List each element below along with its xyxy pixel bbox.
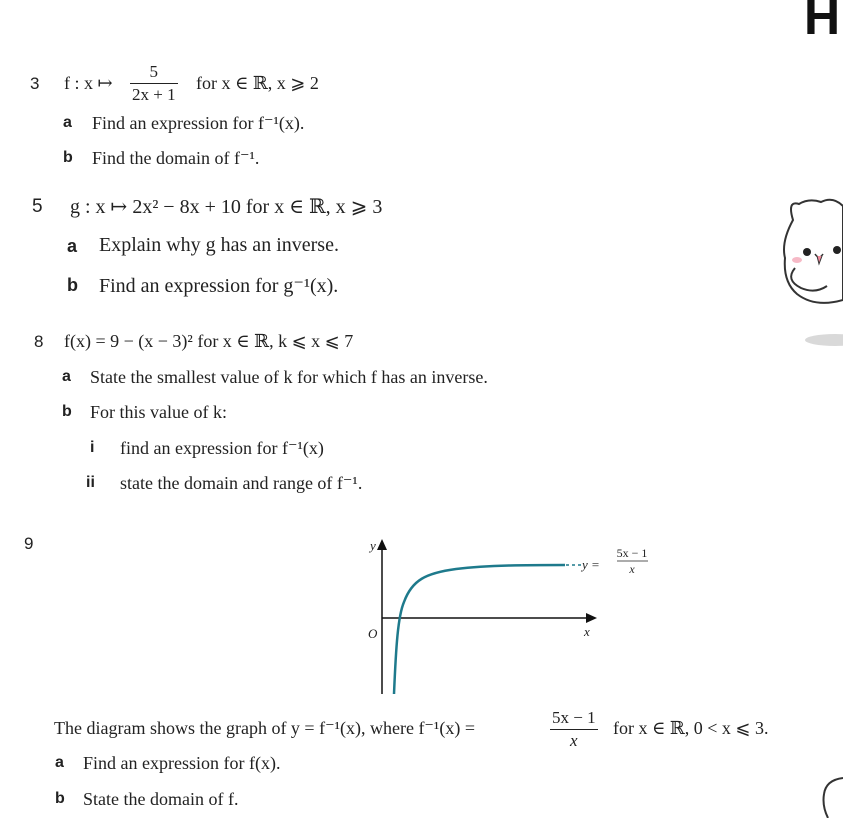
q8a-text: State the smallest value of k for which f has an inverse. [90,367,488,387]
q8bii-text: state the domain and range of f⁻¹. [120,473,363,493]
q8a-label: a [62,368,71,385]
q9a-text: Find an expression for f(x). [83,753,281,773]
q3-fraction-denominator: 2x + 1 [132,85,176,104]
q3-fraction-numerator: 5 [149,62,159,81]
q9-number: 9 [24,534,34,553]
q8-number: 8 [34,332,44,351]
q8-stem: f(x) = 9 − (x − 3)² for x ∈ ℝ, k ⩽ x ⩽ 7 [64,331,354,351]
graph-y-label: y [370,538,376,553]
q5a-label: a [67,236,78,256]
q8b-label: b [62,403,72,420]
q5-stem: g : x ↦ 2x² − 8x + 10 for x ∈ ℝ, x ⩾ 3 [70,196,383,218]
q8bii-label: ii [86,474,95,491]
q5b-label: b [67,275,78,295]
q9-fraction-denominator: x [570,731,578,750]
q9b-text: State the domain of f. [83,789,239,809]
q5b-text: Find an expression for g⁻¹(x). [99,275,339,297]
q3-fraction [130,62,178,105]
q3b-label: b [63,149,73,166]
graph-curve [394,565,565,694]
q9a-label: a [55,754,64,771]
q3-number: 3 [30,74,40,93]
q3-stem-suffix: for x ∈ ℝ, x ⩾ 2 [196,73,319,93]
graph-y-arrow-icon [377,539,387,550]
q5-number: 5 [32,196,43,217]
cat-mascot-icon [775,190,843,350]
q9-fraction [550,708,598,751]
q8bi-label: i [90,439,95,456]
mascot-ear-fragment-icon [816,774,843,818]
q3a-text: Find an expression for f⁻¹(x). [92,113,305,133]
q8bi-text: find an expression for f⁻¹(x) [120,438,324,458]
q9b-label: b [55,790,65,807]
graph-x-label: x [584,624,590,639]
corner-heading-letter: H [804,0,841,45]
q9-fraction-numerator: 5x − 1 [552,708,596,727]
graph-curve-label-prefix: y = [582,557,600,572]
q3-stem-prefix: f : x ↦ [64,73,113,93]
q9-graph [360,536,660,700]
q8b-text: For this value of k: [90,402,227,422]
graph-curve-label-num: 5x − 1 [616,546,648,560]
graph-origin-label: O [368,626,378,641]
q3a-label: a [63,114,72,131]
graph-curve-label-den: x [629,562,635,576]
q9-stem-prefix: The diagram shows the graph of y = f⁻¹(x), where f⁻¹(x) = [54,718,475,738]
q9-stem-suffix: for x ∈ ℝ, 0 < x ⩽ 3. [613,718,769,738]
graph-x-arrow-icon [586,613,597,623]
q5a-text: Explain why g has an inverse. [99,234,339,256]
q3b-text: Find the domain of f⁻¹. [92,148,260,168]
